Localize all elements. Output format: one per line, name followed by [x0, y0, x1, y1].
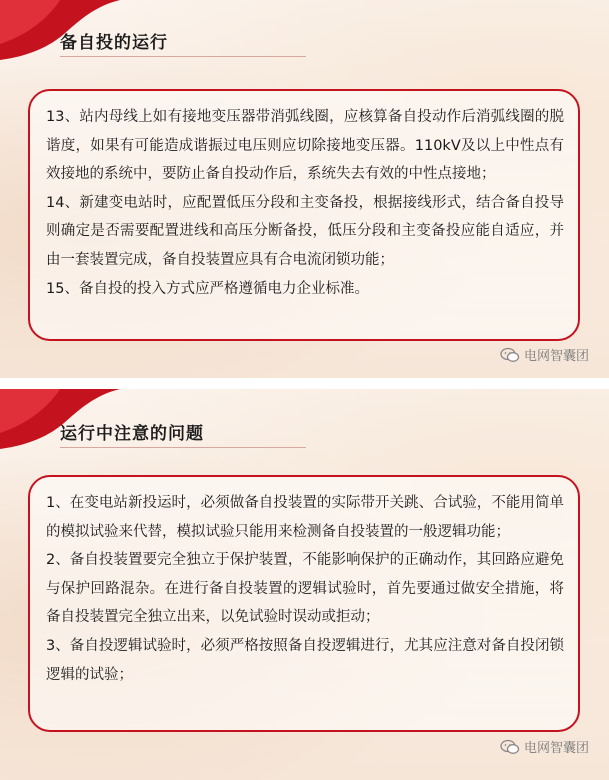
paragraph: 14、新建变电站时，应配置低压分段和主变备投，根据接线形式，结合备自投导则确定是否需要配置进线和高压分断备投，低压分段和主变备投应能自适应，并由一套装置完成，备自投装置应具有合电流闭锁功能； [46, 194, 564, 268]
section-header [60, 419, 204, 444]
section-header [60, 28, 168, 53]
watermark [500, 345, 589, 364]
slide-precautions [0, 389, 609, 780]
paragraph: 13、站内母线上如有接地变压器带消弧线圈，应核算备自投动作后消弧线圈的脱谐度，如果有可能造成谐振过电压则应切除接地变压器。110kV及以上中性点有效接地的系统中，要防止备自投动作后，系统失去有效的中性点接地； [46, 109, 564, 183]
paragraph: 15、备自投的投入方式应严格遵循电力企业标准。 [46, 280, 369, 297]
section-title: 备自投的运行 [60, 33, 168, 53]
wechat-icon [500, 739, 520, 755]
slide-separator [0, 378, 609, 389]
section-title: 运行中注意的问题 [60, 424, 204, 444]
content-box [28, 89, 580, 341]
title-underline [60, 447, 306, 448]
slide-operation [0, 0, 609, 378]
watermark-text: 电网智囊团 [523, 741, 589, 756]
paragraph: 1、在变电站新投运时，必须做备自投装置的实际带开关跳、合试验，不能用简单的模拟试验来代替，模拟试验只能用来检测备自投装置的一般逻辑功能； [46, 495, 564, 540]
watermark-text: 电网智囊团 [523, 349, 589, 364]
content-box [28, 475, 580, 732]
title-underline [60, 56, 306, 57]
wechat-icon [500, 347, 520, 363]
paragraph: 3、备自投逻辑试验时，必须严格按照备自投逻辑进行，尤其应注意对备自投闭锁逻辑的试验； [46, 637, 564, 683]
paragraph: 2、备自投装置要完全独立于保护装置，不能影响保护的正确动作，其回路应避免与保护回路混杂。在进行备自投装置的逻辑试验时，首先要通过做安全措施，将备自投装置完全独立出来，以免试验时误动或拒动； [46, 552, 564, 626]
watermark [500, 737, 589, 756]
